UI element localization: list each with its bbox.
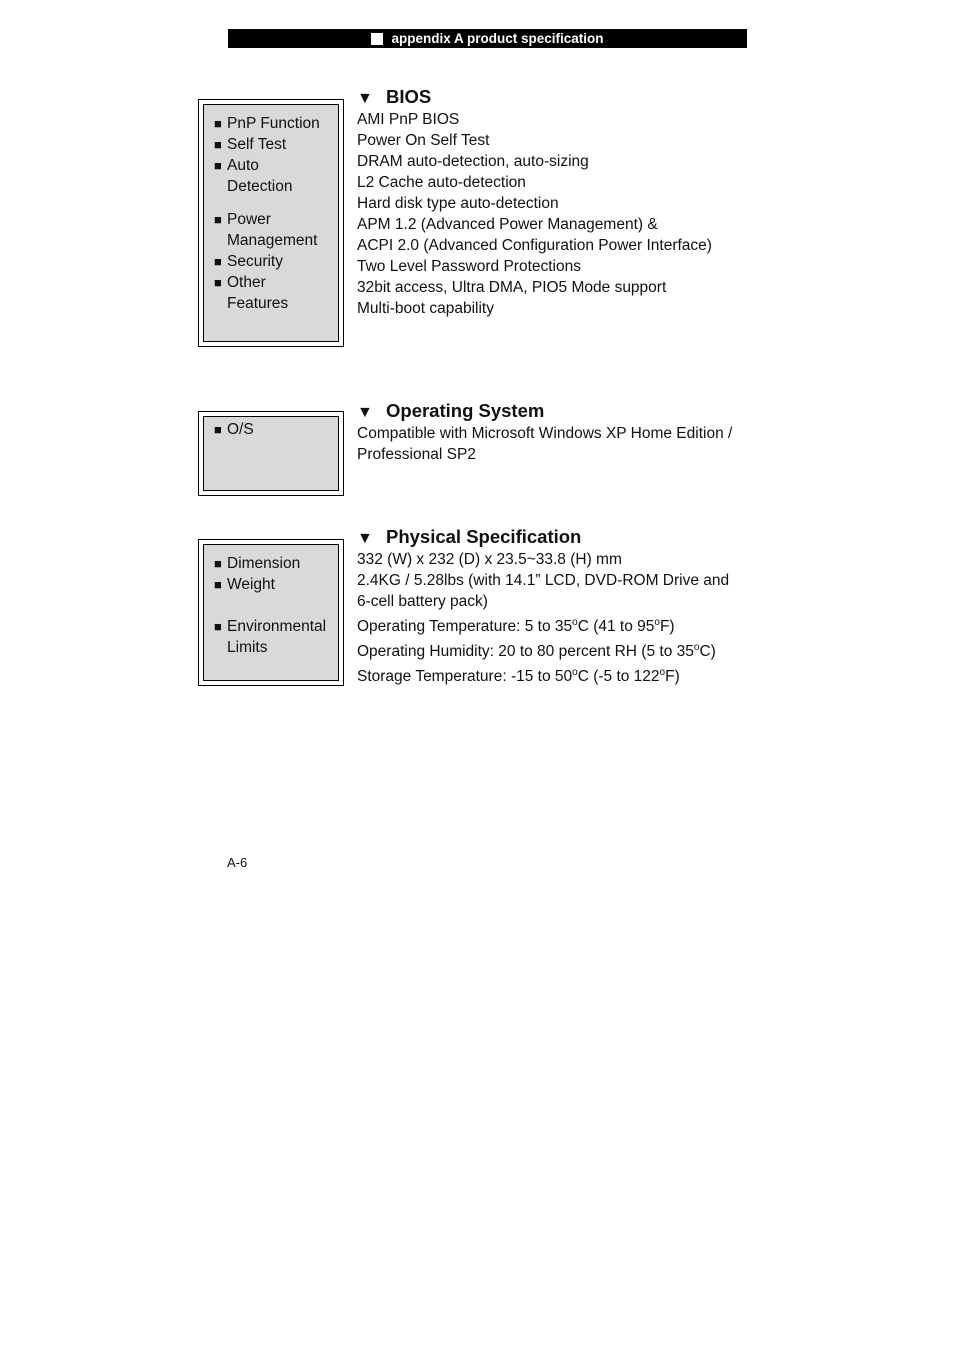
os-label-panel <box>203 416 339 491</box>
bios-details <box>357 109 712 319</box>
label-os: ■ O/S <box>214 421 254 438</box>
page-number: A-6 <box>227 855 248 870</box>
physical-label-box <box>198 539 344 686</box>
bios-line: L2 Cache auto-detection <box>357 174 526 191</box>
dimension-line: 332 (W) x 232 (D) x 23.5~33.8 (H) mm <box>357 551 622 568</box>
bios-line: Multi-boot capability <box>357 300 494 317</box>
label-environmental-limits: ■ Environmental Limits <box>214 618 327 656</box>
os-details <box>357 423 732 465</box>
header-title: appendix A product specification <box>391 31 604 46</box>
triangle-down-icon: ▼ <box>357 530 373 547</box>
os-line: Professional SP2 <box>357 446 476 463</box>
label-pnp-function: ■ PnP Function <box>214 115 320 132</box>
bios-label-box <box>198 99 344 347</box>
label-self-test: ■ Self Test <box>214 136 287 153</box>
physical-title: ▼ Physical Specification <box>357 526 582 547</box>
square-bullet-icon: ■ <box>214 556 222 571</box>
bios-line: DRAM auto-detection, auto-sizing <box>357 153 589 170</box>
square-bullet-icon: ■ <box>214 422 222 437</box>
bios-line: Power On Self Test <box>357 132 490 149</box>
square-bullet-icon: ■ <box>214 275 222 290</box>
bios-line: APM 1.2 (Advanced Power Management) & <box>357 216 658 233</box>
label-auto-detection: ■ Auto Detection <box>214 157 293 195</box>
weight-line-cont: 6-cell battery pack) <box>357 593 488 610</box>
page-header <box>228 29 747 48</box>
square-bullet-icon: ■ <box>214 116 222 131</box>
os-title: ▼ Operating System <box>357 400 545 421</box>
physical-label-panel <box>203 544 339 681</box>
degree-mark: o <box>659 667 666 679</box>
bios-line: AMI PnP BIOS <box>357 111 460 128</box>
label-other-features: ■ Other Features <box>214 274 289 312</box>
physical-details <box>357 549 729 687</box>
bios-line: Hard disk type auto-detection <box>357 195 559 212</box>
bios-label-panel <box>203 104 339 342</box>
square-bullet-icon: ■ <box>214 619 222 634</box>
operating-humidity-line: Operating Humidity: 20 to 80 percent RH (5 to 35$^o$C) <box>357 642 716 661</box>
bios-line: 32bit access, Ultra DMA, PIO5 Mode support <box>357 279 667 296</box>
label-weight: ■ Weight <box>214 576 275 593</box>
header-square-icon <box>371 33 383 45</box>
bios-line: Two Level Password Protections <box>357 258 581 275</box>
operating-temperature-line: Operating Temperature: 5 to 35$^o$C (41 to 95$^o$F) <box>357 617 675 636</box>
bios-line: ACPI 2.0 (Advanced Configuration Power Interface) <box>357 237 712 254</box>
square-bullet-icon: ■ <box>214 254 222 269</box>
square-bullet-icon: ■ <box>214 158 222 173</box>
square-bullet-icon: ■ <box>214 212 222 227</box>
os-line: Compatible with Microsoft Windows XP Home Edition / <box>357 425 733 442</box>
bios-title: ▼ BIOS <box>357 86 432 107</box>
os-label-box <box>198 411 344 496</box>
label-dimension: ■ Dimension <box>214 555 301 572</box>
storage-temperature-line: Storage Temperature: -15 to 50$^o$C (-5 to 122$^o$F) <box>357 667 680 686</box>
weight-line: 2.4KG / 5.28lbs (with 14.1” LCD, DVD-ROM Drive and <box>357 572 730 589</box>
degree-mark: o <box>572 617 578 628</box>
square-bullet-icon: ■ <box>214 137 222 152</box>
degree-mark: o <box>654 617 660 628</box>
square-bullet-icon: ■ <box>214 577 222 592</box>
label-security: ■ Security <box>214 253 283 270</box>
degree-mark: o <box>693 642 700 654</box>
label-power-management: ■ Power Management <box>214 211 318 249</box>
triangle-down-icon: ▼ <box>357 90 373 107</box>
degree-mark: o <box>572 667 578 679</box>
triangle-down-icon: ▼ <box>357 404 373 421</box>
